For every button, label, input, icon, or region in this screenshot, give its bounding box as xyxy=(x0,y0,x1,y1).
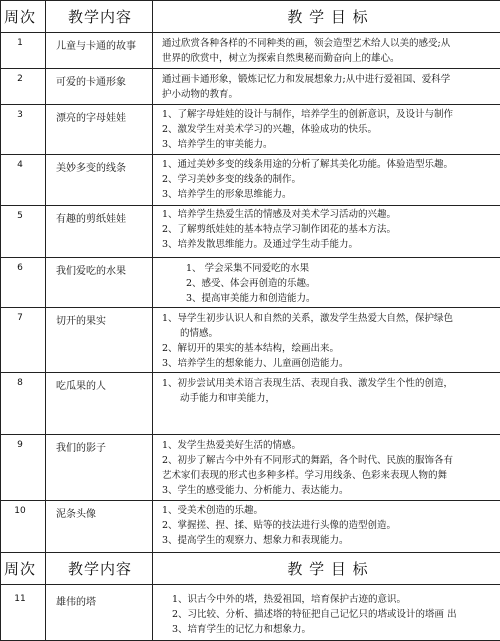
goal-line: 2、激发学生对美术学习的兴趣，体验成功的快乐。 xyxy=(162,124,378,135)
goal-line: 2、了解剪纸娃娃的基本特点学习制作团花的基本方法。 xyxy=(162,224,397,235)
table-rule xyxy=(0,104,500,105)
goal-line: 1、导学生初步认识人和自然的关系，激发学生热爱大自然，保护绿色 xyxy=(162,313,454,324)
header-week: 周次 xyxy=(3,7,36,26)
goal-line: 3、提高学生的观察力、想象力和表现能力。 xyxy=(162,535,349,546)
lesson-topic: 我们的影子 xyxy=(56,443,106,454)
lesson-goals xyxy=(162,311,453,371)
lesson-goals xyxy=(162,72,450,102)
week-number: 6 xyxy=(17,263,23,273)
goal-line: 世界的欣赏中，树立为探索自然奥秘而勤奋向上的雄心。 xyxy=(162,53,400,64)
goal-line: 1、受美术创造的乐趣。 xyxy=(162,505,264,516)
goal-line: 3、培养学生的审美能力。 xyxy=(162,139,273,150)
week-number: 9 xyxy=(17,440,23,450)
table-rule xyxy=(0,32,500,33)
goal-line: 3、培养学生的想象能力、儿童画创造能力。 xyxy=(162,358,349,369)
goal-line: 3、培养发散思维能力。及通过学生动手能力。 xyxy=(162,239,359,250)
week-number: 4 xyxy=(17,160,23,170)
lesson-goals xyxy=(162,207,396,252)
week-number: 8 xyxy=(17,378,23,388)
table-rule xyxy=(0,434,500,435)
lesson-goals xyxy=(162,107,453,152)
lesson-topic: 儿童与卡通的故事 xyxy=(56,41,136,52)
goal-line: 1、发学生热爱美好生活的情感。 xyxy=(162,440,302,451)
goal-line: 2、初步了解古今中外有不同形式的舞蹈，各个时代、民族的服饰各有 xyxy=(162,455,454,466)
week-number: 2 xyxy=(17,74,23,84)
header-week: 周次 xyxy=(3,559,36,578)
table-rule xyxy=(152,0,153,641)
lesson-goals xyxy=(162,376,453,406)
table-rule xyxy=(0,307,500,308)
lesson-topic: 雄伟的塔 xyxy=(56,597,96,608)
goal-line: 1、识古今中外的塔，热爱祖国，培育保护古迹的意识。 xyxy=(172,594,407,605)
table-rule xyxy=(0,68,500,69)
goal-line: 1、初步尝试用美术语言表现生活、表现自我、激发学生个性的创造， xyxy=(162,378,454,389)
table-rule xyxy=(0,372,500,373)
goal-line: 护小动物的教育。 xyxy=(162,89,239,100)
lesson-topic: 漂亮的字母娃娃 xyxy=(56,113,126,124)
table-rule xyxy=(0,584,500,585)
goal-line: 动手能力和审美能力， xyxy=(180,393,276,404)
goal-line: 1、通过美妙多变的线条用途的分析了解其美化功能。体验造型乐趣。 xyxy=(162,159,454,170)
lesson-topic: 吃瓜果的人 xyxy=(56,381,106,392)
goal-line: 2、习比较、分析、描述塔的特征把自己记忆只的塔或设计的塔画 出 xyxy=(172,609,457,620)
lesson-goals xyxy=(162,36,450,66)
goal-line: 3、培养学生的形象思维能力。 xyxy=(162,189,292,200)
week-number: 3 xyxy=(17,110,23,120)
goal-line: 2、掌握搓、捏、揉、贴等的技法进行头像的造型创造。 xyxy=(162,520,397,531)
week-number: 5 xyxy=(17,211,23,221)
week-number: 11 xyxy=(14,594,26,604)
header-goals: 教 学 目 标 xyxy=(287,7,369,26)
lesson-topic: 美妙多变的线条 xyxy=(56,163,126,174)
table-rule xyxy=(45,0,46,641)
goal-line: 的情感。 xyxy=(180,328,219,339)
lesson-topic: 泥条头像 xyxy=(56,509,96,520)
header-content: 教学内容 xyxy=(67,7,132,26)
table-rule xyxy=(0,0,1,641)
table-rule xyxy=(0,552,500,553)
table-rule xyxy=(0,205,500,206)
table-rule xyxy=(0,0,500,1)
lesson-goals xyxy=(162,157,453,202)
header-content: 教学内容 xyxy=(67,559,132,578)
table-rule xyxy=(0,257,500,258)
lesson-topic: 可爱的卡通形象 xyxy=(56,77,126,88)
goal-line: 1、培养学生热爱生活的情感及对美术学习活动的兴趣。 xyxy=(162,209,397,220)
lesson-goals xyxy=(186,261,316,306)
goal-line: 通过画卡通形象，锻炼记忆力和发展想象力;从中进行爱祖国、爱科学 xyxy=(162,74,451,85)
goal-line: 3、学生的感受能力、分析能力、表达能力。 xyxy=(162,485,349,496)
lesson-topic: 我们爱吃的水果 xyxy=(56,266,126,277)
week-number: 10 xyxy=(14,506,26,516)
goal-line: 通过欣赏各种各样的不同种类的画，领会造型艺术给人以美的感受;从 xyxy=(162,38,451,49)
table-rule xyxy=(0,500,500,501)
table-rule xyxy=(0,154,500,155)
goal-line: 1、了解字母娃娃的设计与制作，培养学生的创新意识，及设计与制作 xyxy=(162,109,454,120)
header-goals: 教 学 目 标 xyxy=(287,559,369,578)
lesson-goals xyxy=(162,438,453,498)
lesson-topic: 有趣的剪纸娃娃 xyxy=(56,214,126,225)
goal-line: 1、 学会采集不同爱吃的水果 xyxy=(186,263,310,274)
goal-line: 2、学习美妙多变的线条的制作。 xyxy=(162,174,302,185)
week-number: 7 xyxy=(17,313,23,323)
goal-line: 3、培育学生的记忆力和想象力。 xyxy=(172,624,312,635)
goal-line: 艺术家们表现的形式也多种多样。学习用线条、色彩来表现人物的舞 xyxy=(162,470,448,481)
goal-line: 3、提高审美能力和创造能力。 xyxy=(186,293,316,304)
lesson-topic: 切开的果实 xyxy=(56,316,106,327)
week-number: 1 xyxy=(17,38,23,48)
goal-line: 2、解切开的果实的基本结构，绘画出来。 xyxy=(162,343,340,354)
lesson-goals xyxy=(172,592,457,637)
lesson-goals xyxy=(162,503,396,548)
goal-line: 2、感受、体会再创造的乐趣。 xyxy=(186,278,316,289)
